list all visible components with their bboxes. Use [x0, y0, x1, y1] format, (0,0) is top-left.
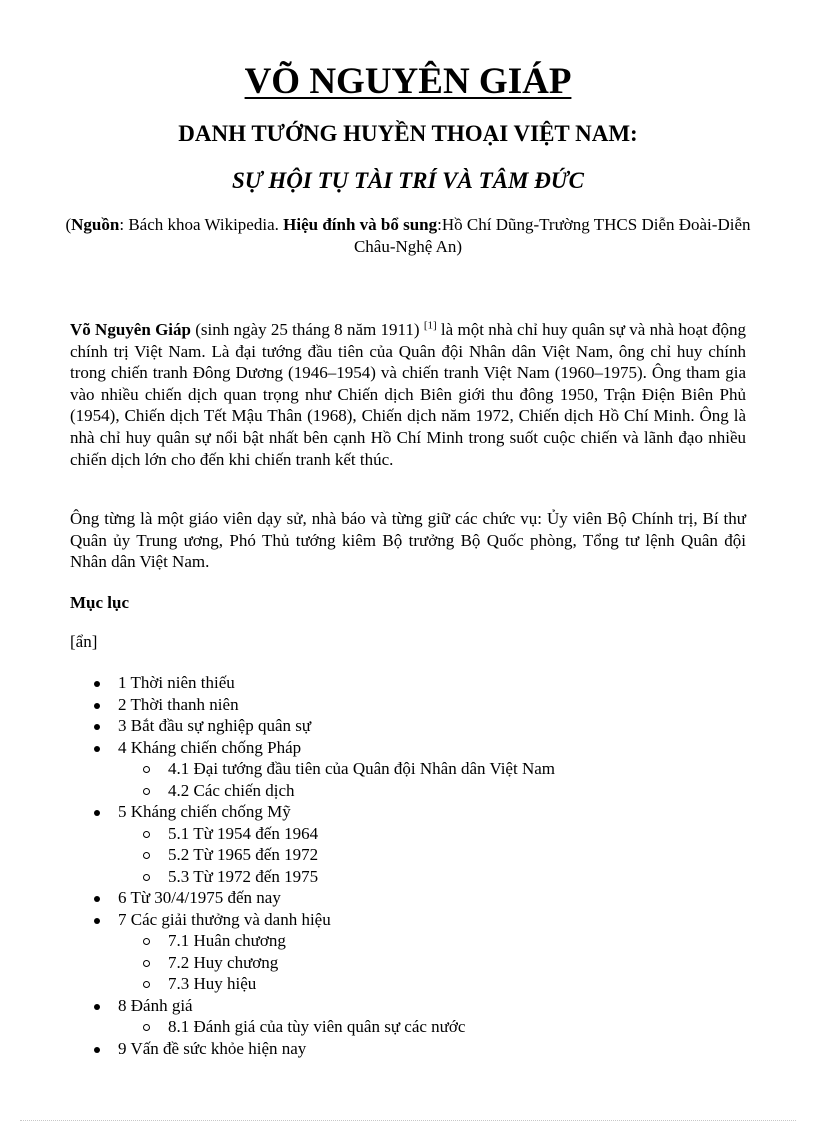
circle-bullet-icon [143, 981, 150, 988]
toc-subitem[interactable] [0, 973, 816, 995]
toc-item-label[interactable]: 5 Kháng chiến chống Mỹ [118, 802, 291, 821]
toc-item-label[interactable]: 4 Kháng chiến chống Pháp [118, 737, 302, 757]
toc-subitem[interactable] [0, 823, 816, 845]
toc-subitem[interactable] [0, 930, 816, 952]
toc-item-label[interactable]: 5.2 Từ 1965 đến 1972 [168, 845, 319, 864]
circle-bullet-icon [143, 1024, 150, 1031]
toc-subitem[interactable] [0, 758, 816, 780]
toc-subitem[interactable] [0, 952, 816, 974]
subject-name: Võ Nguyên Giáp [70, 320, 191, 339]
toc-item-label[interactable]: 4.2 Các chiến dịch [168, 780, 295, 800]
circle-bullet-icon [143, 831, 150, 838]
bullet-icon [94, 896, 100, 902]
circle-bullet-icon [143, 852, 150, 859]
bullet-icon [94, 703, 100, 709]
toc-item-label[interactable]: 7.3 Huy hiệu [168, 974, 257, 993]
toc-item-label[interactable]: 6 Từ 30/4/1975 đến nay [118, 888, 281, 907]
bullet-icon [94, 1047, 100, 1053]
circle-bullet-icon [143, 874, 150, 881]
toc-item-label[interactable]: 3 Bắt đầu sự nghiệp quân sự [118, 716, 312, 735]
toc-item-label[interactable]: 5.3 Từ 1972 đến 1975 [168, 866, 319, 886]
bullet-icon [94, 810, 100, 816]
toc-item[interactable] [0, 694, 816, 716]
toc-item-label[interactable]: 7 Các giải thưởng và danh hiệu [118, 909, 331, 929]
toc-item[interactable] [0, 672, 816, 694]
toc-subitem[interactable] [0, 844, 816, 866]
toc-item-label[interactable]: 4.1 Đại tướng đầu tiên của Quân đội Nhân dân Việt Nam [168, 759, 555, 778]
toc-subitem[interactable] [0, 866, 816, 888]
toc-item-label[interactable]: 7.2 Huy chương [168, 952, 279, 972]
reference-link[interactable]: [1] [423, 319, 437, 332]
edit-label: Hiệu đính và bổ sung [283, 215, 438, 234]
bullet-icon [94, 746, 100, 752]
page-bottom-edge [20, 1120, 796, 1121]
toc-subitem[interactable] [0, 780, 816, 802]
edit-value: :Hồ Chí Dũng-Trường THCS Diễn Đoài-Diễn Châu-Nghệ An) [353, 215, 751, 256]
toc-item[interactable] [0, 715, 816, 737]
document-title: VÕ NGUYÊN GIÁP [244, 61, 572, 102]
toc-item-label[interactable]: 7.1 Huân chương [168, 931, 286, 950]
toc-item-label[interactable]: 1 Thời niên thiếu [118, 673, 235, 692]
toc-item[interactable] [0, 737, 816, 759]
document-subtitle-italic: SỰ HỘI TỤ TÀI TRÍ VÀ TÂM ĐỨC [232, 168, 584, 193]
toc-item[interactable] [0, 1038, 816, 1060]
document-subtitle: DANH TƯỚNG HUYỀN THOẠI VIỆT NAM: [178, 121, 638, 146]
intro-paragraph [70, 319, 746, 470]
bullet-icon [94, 918, 100, 924]
toc-item-label[interactable]: 8.1 Đánh giá của tùy viên quân sự các nước [168, 1017, 466, 1036]
toc-hide-toggle[interactable]: [ẩn] [70, 632, 98, 651]
toc-item-label[interactable]: 5.1 Từ 1954 đến 1964 [168, 823, 319, 843]
toc-item[interactable] [0, 801, 816, 823]
toc-heading: Mục lục [70, 593, 130, 612]
source-note [60, 214, 756, 258]
bullet-icon [94, 724, 100, 730]
circle-bullet-icon [143, 766, 150, 773]
toc-item[interactable] [0, 887, 816, 909]
intro-text-b: là một nhà chỉ huy quân sự và nhà hoạt động chính trị Việt Nam. Là đại tướng đầu tiên của Quân đội Nhân dân Việt Nam, ông chỉ huy chính trong chiến tranh Đông Dương (1946–1954) và chiến tranh Việt Nam (1960–1975). Ông tham gia vào nhiều chiến dịch quan trọng như Chiến dịch Biên giới thu đông 1950, Trận Điện Biên Phủ (1954), Chiến dịch Tết Mậu Thân (1968), Chiến dịch năm 1972, Chiến dịch Hồ Chí Minh. Ông là nhà chỉ huy quân sự nổi bật nhất bên cạnh Hồ Chí Minh trong suốt cuộc chiến và lãnh đạo nhiều chiến dịch lớn cho đến khi chiến tranh kết thúc. [70, 320, 746, 469]
circle-bullet-icon [143, 788, 150, 795]
career-paragraph: Ông từng là một giáo viên dạy sử, nhà báo và từng giữ các chức vụ: Ủy viên Bộ Chính trị, Bí thư Quân ủy Trung ương, Phó Thủ tướng kiêm Bộ trưởng Bộ Quốc phòng, Tổng tư lệnh Quân đội Nhân dân Việt Nam. [70, 509, 746, 572]
circle-bullet-icon [143, 938, 150, 945]
toc-subitem[interactable] [0, 1016, 816, 1038]
source-value: : Bách khoa Wikipedia. [119, 215, 284, 234]
toc-item[interactable] [0, 995, 816, 1017]
source-open-paren: ( [65, 215, 72, 234]
source-label: Nguồn [71, 215, 120, 234]
toc-item[interactable] [0, 909, 816, 931]
intro-text-a: (sinh ngày 25 tháng 8 năm 1911) [190, 320, 424, 339]
bullet-icon [94, 1004, 100, 1010]
bullet-icon [94, 681, 100, 687]
toc-item-label[interactable]: 2 Thời thanh niên [118, 694, 239, 714]
toc-item-label[interactable]: 8 Đánh giá [118, 995, 193, 1015]
circle-bullet-icon [143, 960, 150, 967]
toc-item-label[interactable]: 9 Vấn đề sức khỏe hiện nay [118, 1038, 307, 1058]
table-of-contents [0, 672, 816, 1059]
